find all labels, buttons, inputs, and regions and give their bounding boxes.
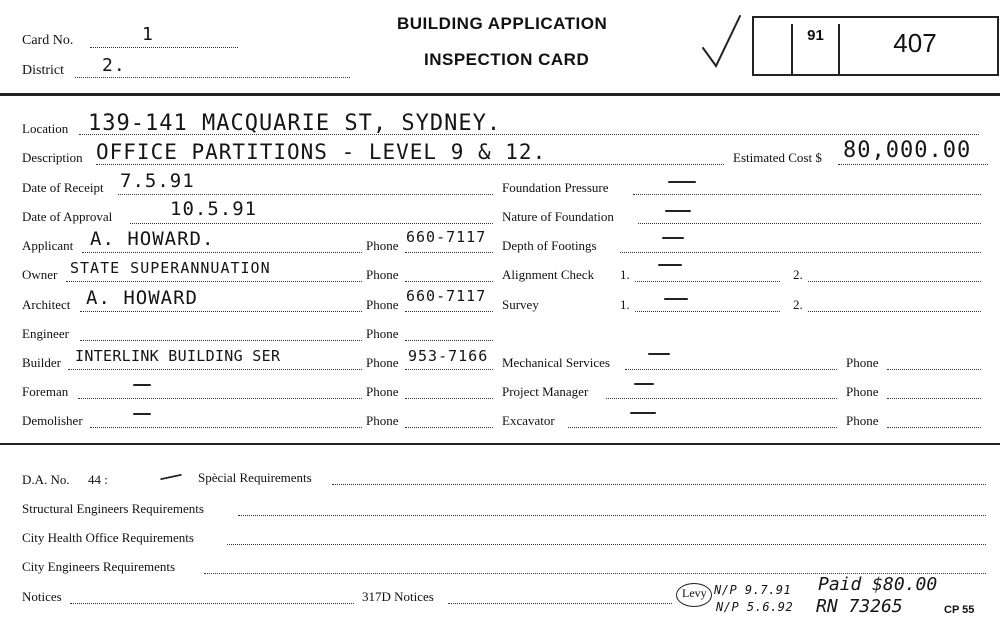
city-health-office-line [227,544,986,545]
excavator-line [568,427,837,428]
owner-label: Owner [22,267,58,282]
engineer-line [80,340,362,341]
location-value: 139-141 MACQUARIE ST, SYDNEY. [88,111,502,136]
project-manager-dash [634,383,654,385]
estimated-cost-line [838,164,988,165]
foreman-line [78,398,362,399]
applicant-label: Applicant [22,238,74,253]
mechanical-services-phone-label: Phone [846,355,879,370]
owner-line [66,281,362,282]
alignment-check-num2: 2. [793,267,803,282]
da-no-label: D.A. No. [22,472,70,487]
special-requirements-label: Spècial Requirements [198,470,312,485]
levy-note-line2: N/P 5.6.92 [716,600,794,614]
card-no-value: 1 [142,24,154,45]
demolisher-label: Demolisher [22,413,83,428]
survey-line1 [635,311,780,312]
builder-line [68,369,362,370]
special-requirements-line [332,484,986,485]
survey-line2 [808,311,981,312]
engineer-label: Engineer [22,326,69,341]
mechanical-services-label: Mechanical Services [502,355,610,370]
mechanical-services-dash [648,353,670,355]
foreman-label: Foreman [22,384,69,399]
architect-label: Architect [22,297,71,312]
title-line2: INSPECTION CARD [424,50,590,69]
builder-phone-value: 953-7166 [408,347,489,365]
district-line [75,77,350,78]
foundation-pressure-line [633,194,981,195]
district-value: 2. [102,55,126,76]
owner-phone-line [405,281,493,282]
header-rule [0,93,1000,96]
architect-phone-line [405,311,493,312]
title-line1: BUILDING APPLICATION [397,14,608,33]
project-manager-line [606,398,837,399]
foundation-pressure-dash [668,181,696,183]
alignment-check-line1 [635,281,780,282]
date-of-approval-label: Date of Approval [22,209,113,224]
builder-value: INTERLINK BUILDING SER [75,347,281,365]
nature-of-foundation-dash [665,210,691,212]
applicant-value: A. HOWARD. [90,228,215,250]
estimated-cost-value: 80,000.00 [843,138,972,163]
mechanical-services-line [625,369,837,370]
date-of-receipt-value: 7.5.91 [120,170,195,192]
alignment-check-label: Alignment Check [502,267,595,282]
middle-rule [0,443,1000,445]
mechanical-services-phone-line [887,369,981,370]
demolisher-phone-line [405,427,493,428]
project-manager-phone-line [887,398,981,399]
date-of-approval-line [130,223,493,224]
checkmark-icon [700,12,744,70]
levy-paid: Paid $80.00 [818,574,938,595]
estimated-cost-label: Estimated Cost $ [733,150,822,165]
depth-of-footings-line [620,252,981,253]
description-label: Description [22,150,83,165]
alignment-check-num1: 1. [620,267,630,282]
survey-dash [664,298,688,300]
notices-317d-label: 317D Notices [362,589,434,604]
notices-line [70,603,354,604]
district-label: District [22,63,64,78]
date-of-receipt-line [118,194,493,195]
architect-value: A. HOWARD [86,287,198,309]
city-health-office-label: City Health Office Requirements [22,530,194,545]
receipt-number: RN 73265 [816,596,903,617]
card-no-line [90,47,238,48]
excavator-phone-label: Phone [846,413,879,428]
description-line [96,164,724,165]
demolisher-phone-label: Phone [366,413,399,428]
builder-phone-label: Phone [366,355,399,370]
engineer-phone-label: Phone [366,326,399,341]
survey-num2: 2. [793,297,803,312]
location-label: Location [22,121,69,136]
card-no-label: Card No. [22,33,74,48]
applicant-line [82,252,362,253]
notices-label: Notices [22,589,62,604]
alignment-check-dash [658,264,682,266]
levy-label: Levy [682,586,707,600]
nature-of-foundation-label: Nature of Foundation [502,209,614,224]
foundation-pressure-label: Foundation Pressure [502,180,609,195]
date-of-approval-value: 10.5.91 [170,198,258,220]
depth-of-footings-dash [662,237,684,239]
box-year: 91 [807,27,824,44]
date-of-receipt-label: Date of Receipt [22,180,104,195]
form-code: CP 55 [944,604,975,616]
survey-label: Survey [502,297,539,312]
excavator-dash [630,412,656,414]
levy-note-line1: N/P 9.7.91 [714,583,792,597]
city-engineers-label: City Engineers Requirements [22,559,176,574]
project-manager-phone-label: Phone [846,384,879,399]
structural-engineers-label: Structural Engineers Requirements [22,501,204,516]
foreman-phone-label: Phone [366,384,399,399]
owner-phone-label: Phone [366,267,399,282]
da-no-value: 44 : [88,472,108,487]
description-value: OFFICE PARTITIONS - LEVEL 9 & 12. [96,140,547,164]
excavator-label: Excavator [502,413,555,428]
box-number: 407 [893,28,937,58]
builder-label: Builder [22,355,61,370]
applicant-phone-value: 660-7117 [406,228,487,246]
depth-of-footings-label: Depth of Footings [502,238,597,253]
engineer-phone-line [405,340,493,341]
architect-line [80,311,362,312]
architect-phone-label: Phone [366,297,399,312]
nature-of-foundation-line [638,223,981,224]
applicant-phone-line [405,252,493,253]
demolisher-dash [133,413,151,415]
owner-value: STATE SUPERANNUATION [70,259,271,277]
structural-engineers-line [238,515,986,516]
notices-317d-line [448,603,672,604]
architect-phone-value: 660-7117 [406,287,487,305]
project-manager-label: Project Manager [502,384,589,399]
excavator-phone-line [887,427,981,428]
applicant-phone-label: Phone [366,238,399,253]
foreman-phone-line [405,398,493,399]
foreman-dash [133,384,151,386]
alignment-check-line2 [808,281,981,282]
da-no-dash [160,474,182,481]
demolisher-line [90,427,362,428]
builder-phone-line [405,369,493,370]
survey-num1: 1. [620,297,630,312]
